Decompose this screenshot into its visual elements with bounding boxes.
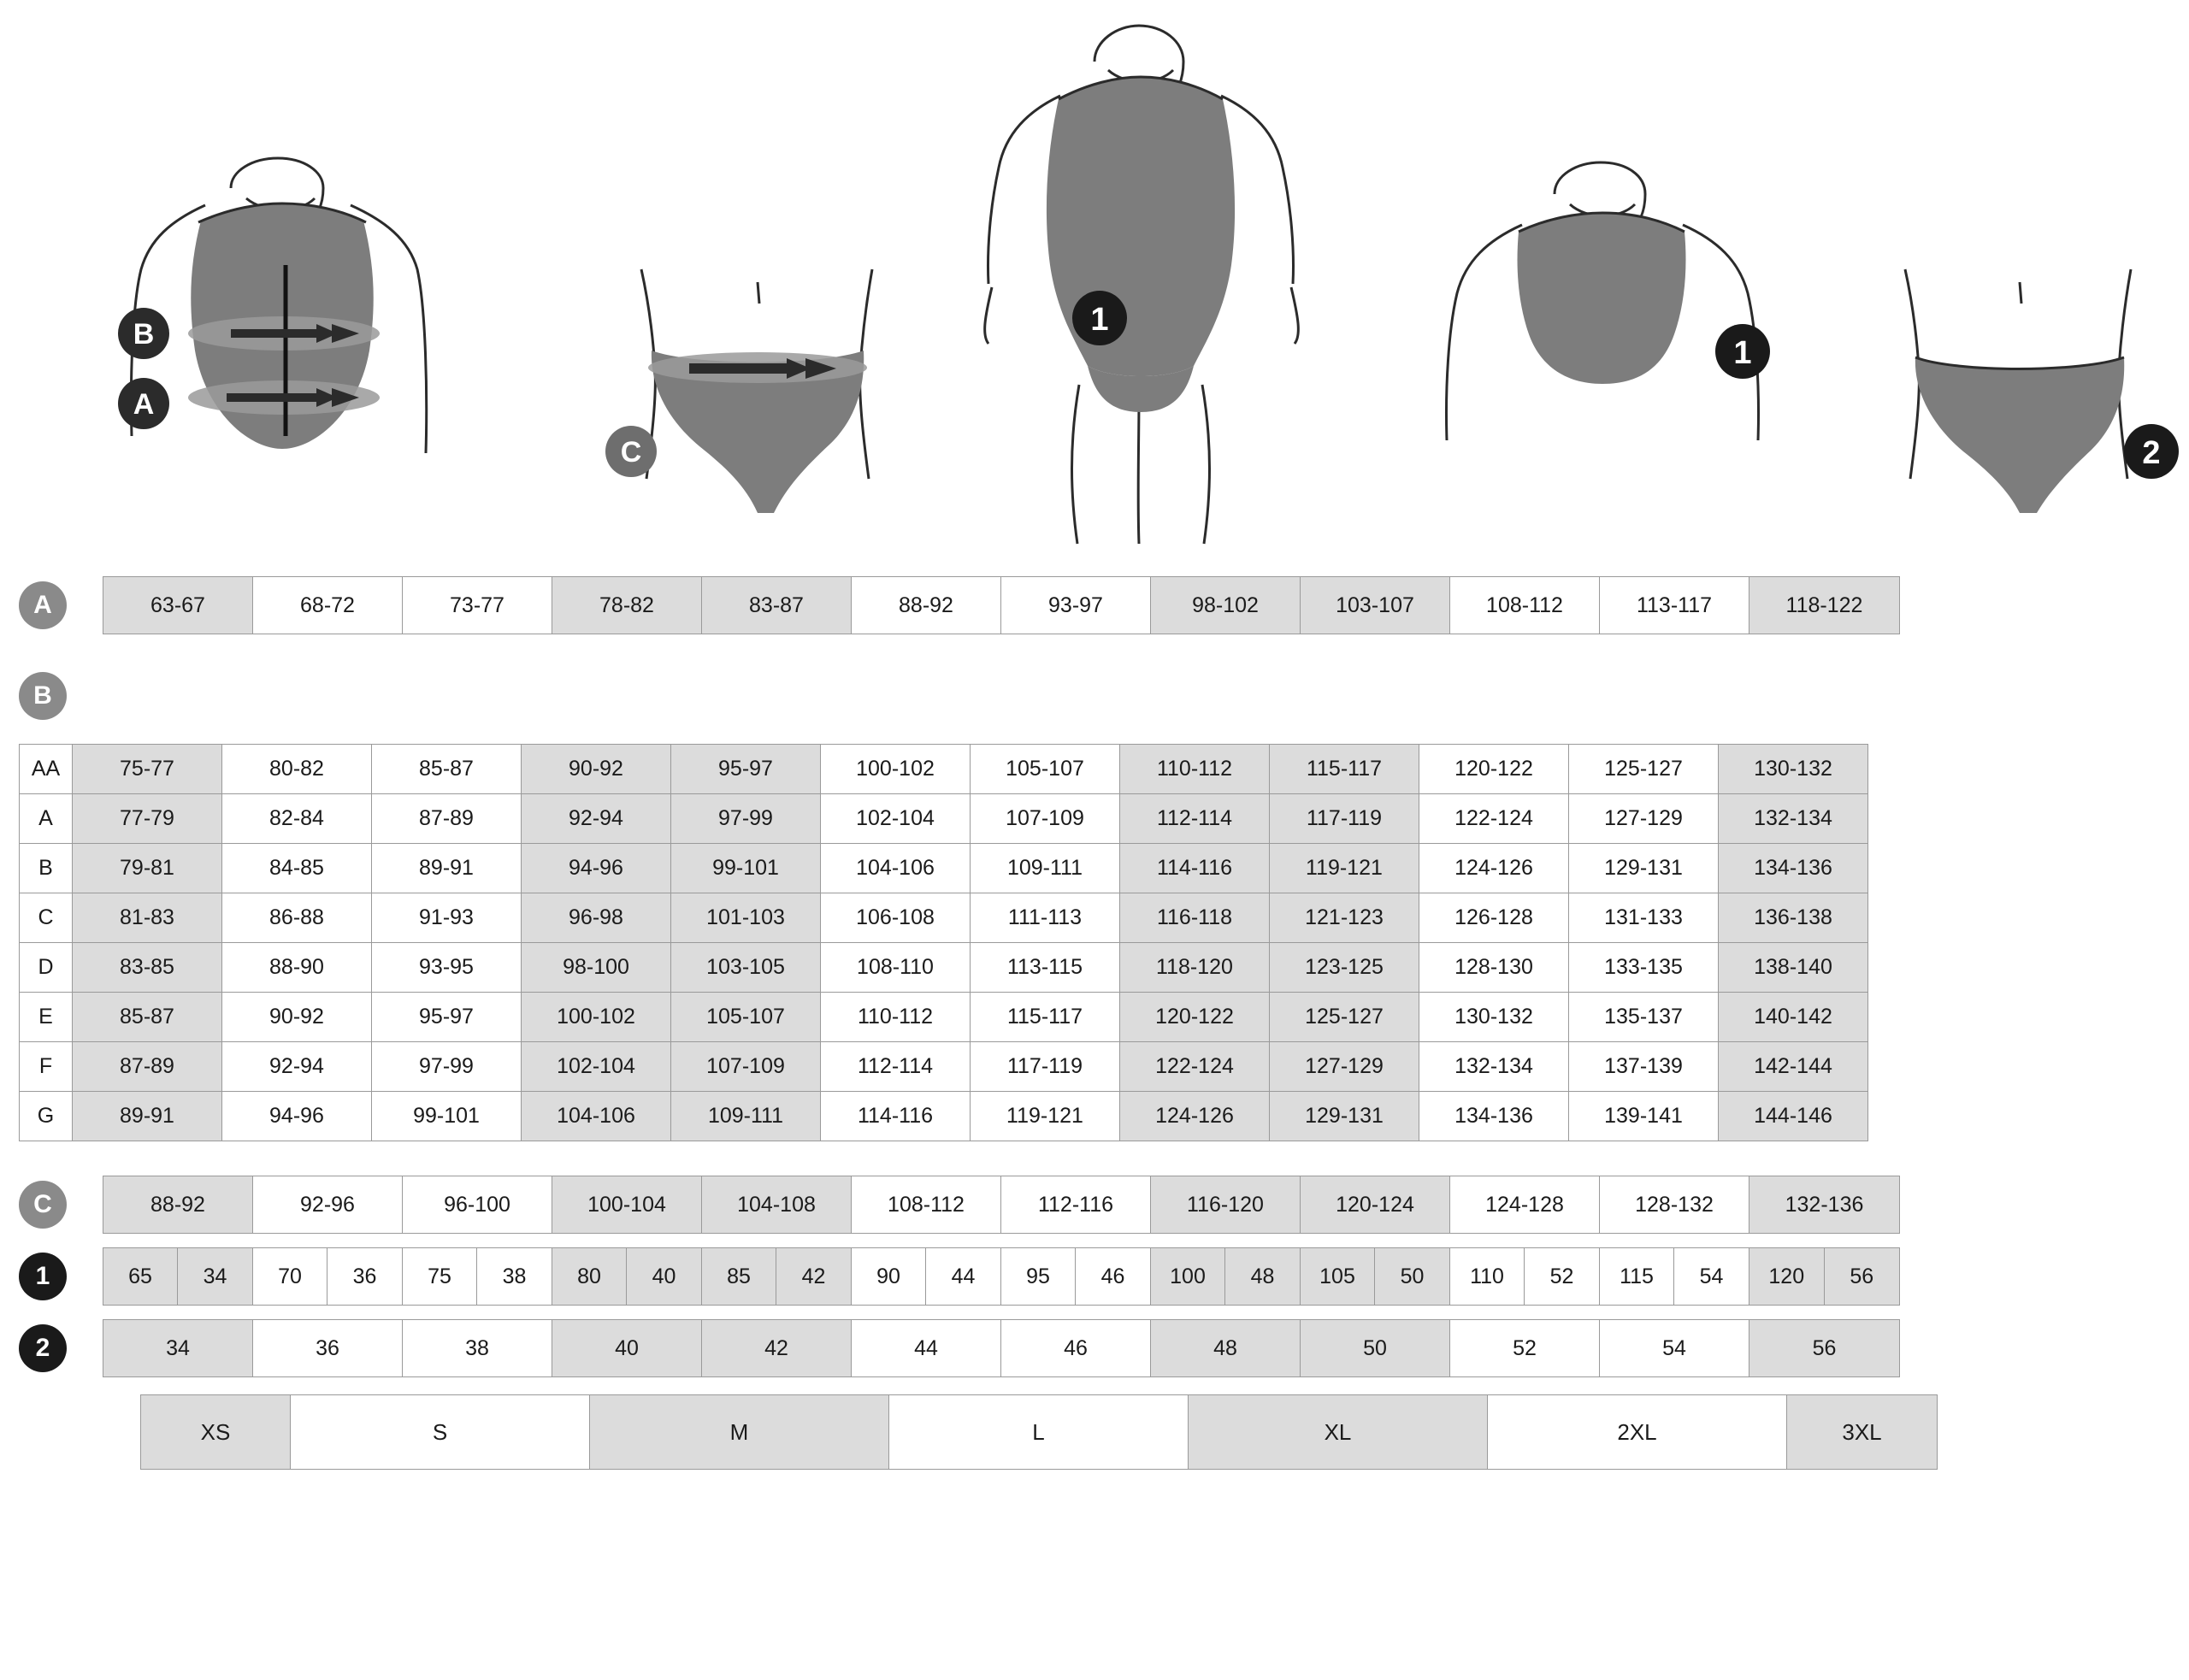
row-a-cells — [103, 576, 1900, 634]
row-two — [19, 1319, 2189, 1377]
measurement-cell: 124-128 — [1450, 1176, 1600, 1233]
measurement-cell: 34 — [103, 1320, 253, 1376]
measurement-cell: 139-141 — [1569, 1092, 1719, 1141]
row-two-label: 2 — [19, 1324, 67, 1372]
measurement-cell: 105-107 — [971, 745, 1120, 794]
measurement-cell: 119-121 — [1270, 844, 1419, 893]
measurement-cell: 107-109 — [971, 794, 1120, 844]
alt-band-value: 44 — [926, 1248, 1000, 1305]
table-row — [20, 745, 1868, 794]
measurement-cell: 128-130 — [1419, 943, 1569, 993]
alt-band-value: 52 — [1525, 1248, 1599, 1305]
measurement-cell: 104-108 — [702, 1176, 852, 1233]
measurement-cell: 124-126 — [1120, 1092, 1270, 1141]
measurement-cell: 114-116 — [821, 1092, 971, 1141]
measurement-cell: 93-97 — [1001, 577, 1151, 634]
bra-figure — [1402, 158, 1847, 569]
table-row — [20, 1092, 1868, 1141]
measurement-cell: 114-116 — [1120, 844, 1270, 893]
measurement-cell: 125-127 — [1270, 993, 1419, 1042]
measurement-cell: 117-119 — [1270, 794, 1419, 844]
measurement-cell: 144-146 — [1719, 1092, 1868, 1141]
measurement-cell: 94-96 — [522, 844, 671, 893]
measurement-cell: 86-88 — [222, 893, 372, 943]
measurement-cell: 109-111 — [671, 1092, 821, 1141]
measurement-cell: 101-103 — [671, 893, 821, 943]
measurement-cell: 111-113 — [971, 893, 1120, 943]
measurement-cell: 100-102 — [821, 745, 971, 794]
measurement-cell: 127-129 — [1270, 1042, 1419, 1092]
band-size-pair — [403, 1248, 552, 1305]
eu-band-value: 115 — [1600, 1248, 1674, 1305]
measurement-cell: 132-134 — [1719, 794, 1868, 844]
measurement-cell: 40 — [552, 1320, 702, 1376]
measurement-cell: 105-107 — [671, 993, 821, 1042]
band-size-pair — [1749, 1248, 1899, 1305]
eu-band-value: 85 — [702, 1248, 776, 1305]
measurement-cell: 129-131 — [1270, 1092, 1419, 1141]
alt-band-value: 54 — [1674, 1248, 1749, 1305]
measurement-cell: 77-79 — [73, 794, 222, 844]
measurement-cell: 46 — [1001, 1320, 1151, 1376]
band-size-pair — [852, 1248, 1001, 1305]
measurement-cell: 109-111 — [971, 844, 1120, 893]
measurement-cell: 107-109 — [671, 1042, 821, 1092]
band-size-pair — [1301, 1248, 1450, 1305]
measurement-cell: 124-126 — [1419, 844, 1569, 893]
measurement-cell: 134-136 — [1719, 844, 1868, 893]
alt-band-value: 50 — [1375, 1248, 1449, 1305]
measurement-cell: 112-116 — [1001, 1176, 1151, 1233]
measurement-cell: 106-108 — [821, 893, 971, 943]
measurement-cell: 63-67 — [103, 577, 253, 634]
cup-label: AA — [20, 745, 73, 794]
table-row — [20, 893, 1868, 943]
measurement-cell: 118-122 — [1749, 577, 1899, 634]
size-cell: 3XL — [1787, 1395, 1937, 1469]
measurement-cell: 85-87 — [372, 745, 522, 794]
measurement-cell: 96-98 — [522, 893, 671, 943]
measurement-cell: 83-87 — [702, 577, 852, 634]
table-row — [20, 844, 1868, 893]
measurement-cell: 90-92 — [222, 993, 372, 1042]
measurement-cell: 99-101 — [372, 1092, 522, 1141]
measurement-cell: 99-101 — [671, 844, 821, 893]
measurement-cell: 137-139 — [1569, 1042, 1719, 1092]
eu-band-value: 75 — [403, 1248, 477, 1305]
table-row — [20, 993, 1868, 1042]
measurement-cell: 142-144 — [1719, 1042, 1868, 1092]
cup-label: G — [20, 1092, 73, 1141]
measurement-cell: 102-104 — [821, 794, 971, 844]
row-one-cells — [103, 1247, 1900, 1306]
measurement-cell: 44 — [852, 1320, 1001, 1376]
measurement-cell: 85-87 — [73, 993, 222, 1042]
measurement-cell: 127-129 — [1569, 794, 1719, 844]
band-size-pair — [1600, 1248, 1749, 1305]
svg-text:2: 2 — [2142, 435, 2161, 471]
measurement-cell: 115-117 — [971, 993, 1120, 1042]
measurement-cell: 38 — [403, 1320, 552, 1376]
size-cell: XS — [141, 1395, 291, 1469]
measurement-cell: 73-77 — [403, 577, 552, 634]
band-size-pair — [702, 1248, 852, 1305]
measurement-cell: 113-115 — [971, 943, 1120, 993]
measurement-cell: 136-138 — [1719, 893, 1868, 943]
measurement-cell: 102-104 — [522, 1042, 671, 1092]
measurement-cell: 104-106 — [522, 1092, 671, 1141]
measurement-cell: 91-93 — [372, 893, 522, 943]
row-c — [19, 1176, 2189, 1234]
cup-label: F — [20, 1042, 73, 1092]
brief-figure — [1864, 256, 2189, 564]
cup-label: C — [20, 893, 73, 943]
measurement-cell: 131-133 — [1569, 893, 1719, 943]
measurement-cell: 88-92 — [103, 1176, 253, 1233]
size-cell: M — [590, 1395, 889, 1469]
row-c-cells — [103, 1176, 1900, 1234]
band-size-pair — [1151, 1248, 1301, 1305]
alt-band-value: 56 — [1825, 1248, 1900, 1305]
table-row — [20, 943, 1868, 993]
measurement-cell: 122-124 — [1120, 1042, 1270, 1092]
svg-text:A: A — [133, 388, 155, 421]
measurement-cell: 90-92 — [522, 745, 671, 794]
row-sizes — [19, 1394, 2189, 1470]
measurement-cell: 97-99 — [671, 794, 821, 844]
measurement-cell: 82-84 — [222, 794, 372, 844]
measurement-cell: 116-118 — [1120, 893, 1270, 943]
measurement-cell: 80-82 — [222, 745, 372, 794]
measurement-cell: 50 — [1301, 1320, 1450, 1376]
size-cell: L — [889, 1395, 1189, 1469]
measurement-cell: 92-94 — [222, 1042, 372, 1092]
measurement-cell: 116-120 — [1151, 1176, 1301, 1233]
measurement-cell: 103-107 — [1301, 577, 1450, 634]
eu-band-value: 90 — [852, 1248, 926, 1305]
row-one — [19, 1247, 2189, 1306]
measurement-cell: 103-105 — [671, 943, 821, 993]
measurement-cell: 81-83 — [73, 893, 222, 943]
band-size-pair — [552, 1248, 702, 1305]
eu-band-value: 65 — [103, 1248, 178, 1305]
measurement-cell: 112-114 — [821, 1042, 971, 1092]
measurement-cell: 123-125 — [1270, 943, 1419, 993]
row-b-label: B — [19, 672, 67, 720]
measurement-cell: 130-132 — [1719, 745, 1868, 794]
alt-band-value: 38 — [477, 1248, 552, 1305]
eu-band-value: 120 — [1749, 1248, 1825, 1305]
measurement-cell: 104-106 — [821, 844, 971, 893]
illustration-strip — [0, 0, 2189, 564]
size-cell: S — [291, 1395, 590, 1469]
measurement-cell: 108-112 — [1450, 577, 1600, 634]
measurement-cell: 89-91 — [372, 844, 522, 893]
alt-band-value: 48 — [1225, 1248, 1300, 1305]
row-a — [19, 576, 2189, 634]
svg-text:1: 1 — [1733, 335, 1752, 371]
measurement-cell: 113-117 — [1600, 577, 1749, 634]
measurement-cell: 128-132 — [1600, 1176, 1749, 1233]
measurement-cell: 125-127 — [1569, 745, 1719, 794]
measurement-cell: 97-99 — [372, 1042, 522, 1092]
measurement-cell: 110-112 — [1120, 745, 1270, 794]
band-size-pair — [1450, 1248, 1600, 1305]
cup-size-table — [19, 744, 1868, 1141]
measurement-cell: 120-124 — [1301, 1176, 1450, 1233]
measurement-cell: 112-114 — [1120, 794, 1270, 844]
measurement-cell: 87-89 — [73, 1042, 222, 1092]
measurement-cell: 88-92 — [852, 577, 1001, 634]
svg-text:1: 1 — [1090, 302, 1109, 338]
measurement-cell: 108-112 — [852, 1176, 1001, 1233]
measurement-cell: 132-134 — [1419, 1042, 1569, 1092]
svg-text:B: B — [133, 318, 155, 351]
measurement-cell: 135-137 — [1569, 993, 1719, 1042]
alt-band-value: 36 — [327, 1248, 402, 1305]
cup-label: D — [20, 943, 73, 993]
row-sizes-cells — [140, 1394, 1938, 1470]
band-size-pair — [103, 1248, 253, 1305]
measurement-cell: 119-121 — [971, 1092, 1120, 1141]
measurement-cell: 94-96 — [222, 1092, 372, 1141]
measurement-cell: 126-128 — [1419, 893, 1569, 943]
measurement-cell: 117-119 — [971, 1042, 1120, 1092]
measurement-cell: 84-85 — [222, 844, 372, 893]
measurement-cell: 115-117 — [1270, 745, 1419, 794]
eu-band-value: 110 — [1450, 1248, 1525, 1305]
row-a-label: A — [19, 581, 67, 629]
band-size-pair — [253, 1248, 403, 1305]
measurement-cell: 132-136 — [1749, 1176, 1899, 1233]
measurement-cell: 52 — [1450, 1320, 1600, 1376]
row-b-header — [19, 672, 2189, 720]
size-cell: 2XL — [1488, 1395, 1787, 1469]
swimsuit-figure — [949, 17, 1325, 564]
measurement-cell: 75-77 — [73, 745, 222, 794]
alt-band-value: 40 — [627, 1248, 701, 1305]
measurement-cell: 92-96 — [253, 1176, 403, 1233]
alt-band-value: 34 — [178, 1248, 252, 1305]
measurement-cell: 88-90 — [222, 943, 372, 993]
size-cell: XL — [1189, 1395, 1488, 1469]
band-size-pair — [1001, 1248, 1151, 1305]
table-row — [20, 1042, 1868, 1092]
measurement-cell: 100-104 — [552, 1176, 702, 1233]
measurement-cell: 118-120 — [1120, 943, 1270, 993]
measurement-cell: 121-123 — [1270, 893, 1419, 943]
measurement-cell: 120-122 — [1419, 745, 1569, 794]
measurement-cell: 98-102 — [1151, 577, 1301, 634]
measurement-cell: 120-122 — [1120, 993, 1270, 1042]
eu-band-value: 70 — [253, 1248, 327, 1305]
measurement-cell: 138-140 — [1719, 943, 1868, 993]
measurement-cell: 95-97 — [372, 993, 522, 1042]
measurement-cell: 100-102 — [522, 993, 671, 1042]
measurement-cell: 36 — [253, 1320, 403, 1376]
measurement-cell: 92-94 — [522, 794, 671, 844]
svg-text:C: C — [620, 436, 642, 469]
alt-band-value: 46 — [1076, 1248, 1150, 1305]
row-c-label: C — [19, 1181, 67, 1229]
cup-label: E — [20, 993, 73, 1042]
alt-band-value: 42 — [776, 1248, 851, 1305]
measurement-cell: 122-124 — [1419, 794, 1569, 844]
measurement-cell: 98-100 — [522, 943, 671, 993]
measurement-cell: 133-135 — [1569, 943, 1719, 993]
measurement-cell: 89-91 — [73, 1092, 222, 1141]
bust-figure — [103, 154, 581, 564]
measurement-cell: 48 — [1151, 1320, 1301, 1376]
measurement-cell: 134-136 — [1419, 1092, 1569, 1141]
measurement-cell: 130-132 — [1419, 993, 1569, 1042]
eu-band-value: 100 — [1151, 1248, 1225, 1305]
measurement-cell: 95-97 — [671, 745, 821, 794]
measurement-cell: 56 — [1749, 1320, 1899, 1376]
measurement-cell: 129-131 — [1569, 844, 1719, 893]
measurement-cell: 110-112 — [821, 993, 971, 1042]
measurement-cell: 79-81 — [73, 844, 222, 893]
eu-band-value: 95 — [1001, 1248, 1076, 1305]
measurement-cell: 42 — [702, 1320, 852, 1376]
cup-label: B — [20, 844, 73, 893]
eu-band-value: 80 — [552, 1248, 627, 1305]
measurement-cell: 83-85 — [73, 943, 222, 993]
table-row — [20, 794, 1868, 844]
cup-label: A — [20, 794, 73, 844]
measurement-cell: 54 — [1600, 1320, 1749, 1376]
measurement-cell: 78-82 — [552, 577, 702, 634]
measurement-cell: 68-72 — [253, 577, 403, 634]
row-one-label: 1 — [19, 1253, 67, 1300]
measurement-cell: 93-95 — [372, 943, 522, 993]
measurement-cell: 87-89 — [372, 794, 522, 844]
measurement-cell: 140-142 — [1719, 993, 1868, 1042]
measurement-cell: 96-100 — [403, 1176, 552, 1233]
measurement-cell: 108-110 — [821, 943, 971, 993]
eu-band-value: 105 — [1301, 1248, 1375, 1305]
hip-figure — [590, 256, 949, 564]
row-two-cells — [103, 1319, 1900, 1377]
